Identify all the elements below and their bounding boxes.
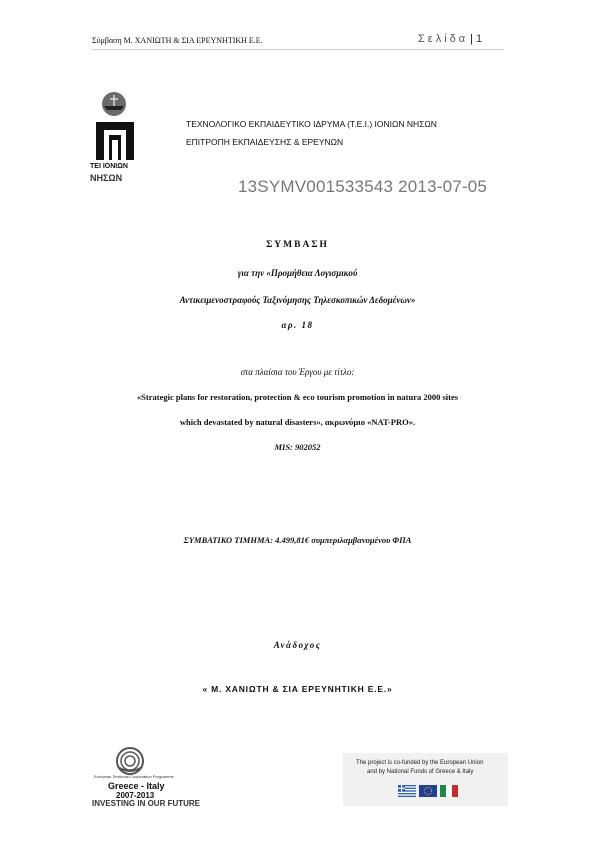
contract-number: αρ. 18 xyxy=(281,320,314,330)
project-title-line2: which devastated by natural disasters», ακρωνύμιο «NAT-PRO». xyxy=(179,417,416,427)
italy-flag-icon xyxy=(440,785,458,797)
programme-country: Greece - Italy xyxy=(108,781,165,791)
programme-small-text: European Territorial Cooperation Programme xyxy=(94,774,174,779)
contract-price: ΣΥΜΒΑΤΙΚΟ ΤΙΜΗΜΑ: 4.499,81€ συμπεριλαμβανομένου ΦΠΑ xyxy=(183,535,412,545)
contract-subtitle-2: Αντικειμενοστραφούς Ταξινόμησης Τηλεσκοπικών Δεδομένων» xyxy=(179,295,416,305)
mis-code: MIS: 902052 xyxy=(274,442,321,452)
organization-committee: ΕΠΙΤΡΟΠΗ ΕΚΠΑΙΔΕΥΣΗΣ & ΕΡΕΥΝΩΝ xyxy=(186,137,344,147)
project-title-line1: «Strategic plans for restoration, protection & eco tourism promotion in natura 2000 sites xyxy=(136,392,459,402)
eu-cofunding-line1: The project is co-funded by the European Union xyxy=(356,760,484,766)
page-number: 1 xyxy=(476,33,483,45)
programme-years: 2007-2013 xyxy=(116,791,155,800)
greece-flag-icon xyxy=(398,785,416,797)
page-separator: | xyxy=(470,33,473,45)
framework-text: στα πλαίσια του Έργου με τίτλο: xyxy=(240,367,355,377)
header-rule xyxy=(92,49,504,50)
contractor-name: « Μ. ΧΑΝΙΩΤΗ & ΣΙΑ ΕΡΕΥΝΗΤΙΚΗ Ε.Ε.» xyxy=(202,684,393,694)
contract-title: ΣΥΜΒΑΣΗ xyxy=(266,240,329,250)
logo-text-line2: ΝΗΣΩΝ xyxy=(90,173,123,183)
header-document-title: Σύμβαση Μ. ΧΑΝΙΩΤΗ & ΣΙΑ ΕΡΕΥΝΗΤΙΚΗ Ε.Ε. xyxy=(92,36,263,45)
contractor-label: Ανάδοχος xyxy=(273,640,322,650)
logo-text-line1: ΤΕΙ ΙΟΝΙΩΝ xyxy=(90,163,128,170)
page-label: Σελίδα xyxy=(418,33,469,45)
programme-tagline: INVESTING IN OUR FUTURE xyxy=(92,799,201,808)
tei-logo xyxy=(88,90,144,188)
eu-cofunding-line2: and by National Funds of Greece & Italy xyxy=(367,769,474,775)
contract-subtitle-1: για την «Προμήθεια Λογισμικού xyxy=(237,268,358,278)
ada-code: 13SYMV001533543 2013-07-05 xyxy=(238,177,488,196)
eu-flag-icon xyxy=(419,785,437,797)
header-page-indicator xyxy=(418,33,482,45)
organization-name: ΤΕΧΝΟΛΟΓΙΚΟ ΕΚΠΑΙΔΕΥΤΙΚΟ ΙΔΡΥΜΑ (Τ.Ε.Ι.) ΙΟΝΙΩΝ ΝΗΣΩΝ xyxy=(186,119,437,129)
